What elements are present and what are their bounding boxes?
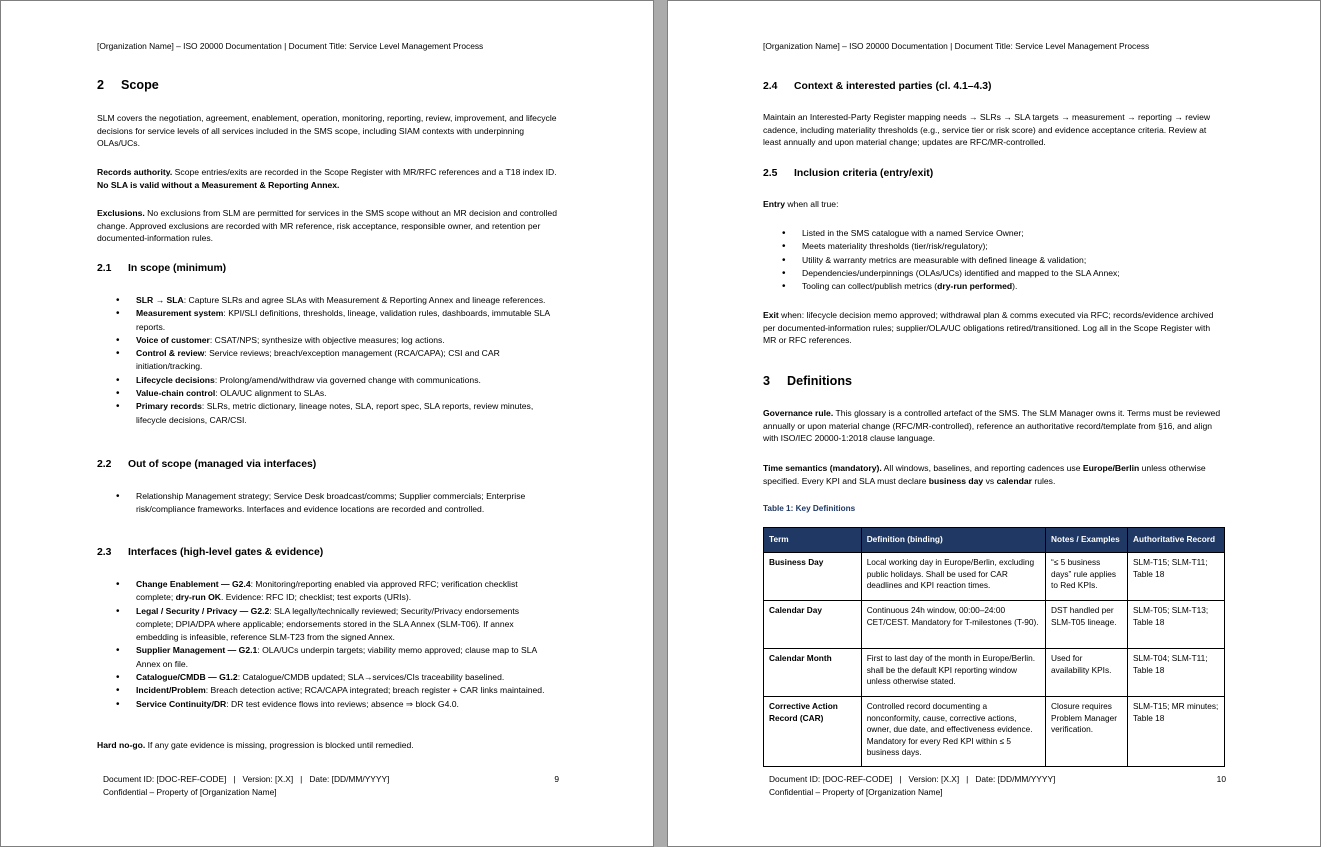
paragraph-emphasis: No SLA is valid without a Measurement & Reporting Annex. (97, 179, 340, 190)
column-header: Authoritative Record (1128, 528, 1225, 553)
column-header: Term (764, 528, 862, 553)
subsection-heading-2-1 (97, 263, 226, 276)
scope-intro-paragraph: SLM covers the negotiation, agreement, enablement, operation, monitoring, reporting, review, improvement, and lifecycle decisions for service levels of all services included in the SMS scope, including SIAM contexts with underpinning OLAs/UCs. (97, 113, 557, 149)
subsection-title: In scope (minimum) (128, 263, 227, 274)
subsection-number: 2.3 (97, 547, 112, 558)
record-cell: SLM-T04; SLM-T11; Table 18 (1128, 649, 1225, 697)
section-title: Scope (121, 78, 159, 92)
interfaces-list (116, 578, 557, 711)
list-item: • Measurement system: KPI/SLI definitions, thresholds, lineage, validation rules, dashboards, immutable SLA reports. (116, 307, 557, 334)
table-row (764, 697, 1225, 767)
subsection-number: 2.5 (763, 168, 778, 179)
list-item: • Utility & warranty metrics are measurable with defined lineage & validation; (782, 254, 1224, 267)
subsection-title: Context & interested parties (cl. 4.1–4.3) (794, 81, 992, 92)
table-row (764, 553, 1225, 601)
in-scope-list (116, 294, 557, 427)
context-paragraph: Maintain an Interested-Party Register mapping needs → SLRs → SLA targets → measurement → reporting → review cadence, including materiality thresholds (e.g., service tier or risk score) and evidence acceptance criteria. Review at least annually and upon material change; updates are RFC/MR-controlled. (763, 112, 1211, 148)
list-item: • Change Enablement — G2.4: Monitoring/reporting enabled via approved RFC; verification checklist complete; dry-run OK. Evidence: RFC ID; checklist; test exports (URIs). (116, 578, 557, 605)
table-row (764, 601, 1225, 649)
paragraph-text: Scope entries/exits are recorded in the Scope Register with MR/RFC references and a T18 index ID. (172, 167, 557, 177)
list-item: • Catalogue/CMDB — G1.2: Catalogue/CMDB updated; SLA→services/CIs traceability baselined. (116, 671, 557, 684)
table-row (764, 649, 1225, 697)
paragraph-text: No exclusions from SLM are permitted for services in the SMS scope without an MR decision and controlled change. Approved exclusions are recorded with MR reference, risk acceptance, responsible owner, and retention per documented-information rules. (97, 208, 557, 244)
page-header: [Organization Name] – ISO 20000 Documentation | Document Title: Service Level Management Process (763, 41, 1150, 51)
list-item: • Service Continuity/DR: DR test evidence flows into reviews; absence ⇒ block G4.0. (116, 698, 557, 711)
subsection-number: 2.4 (763, 81, 778, 92)
section-number: 3 (763, 374, 771, 388)
page-footer (769, 773, 1224, 798)
column-header: Definition (binding) (861, 528, 1045, 553)
exit-paragraph (763, 309, 1224, 347)
list-item: • Meets materiality thresholds (tier/risk/regulatory); (782, 240, 1224, 253)
list-item: • SLR → SLA: Capture SLRs and agree SLAs with Measurement & Reporting Annex and lineage references. (116, 294, 557, 307)
term-cell: Calendar Month (764, 649, 862, 697)
list-item: • Tooling can collect/publish metrics (dry-run performed). (782, 280, 1224, 293)
subsection-title: Interfaces (high-level gates & evidence) (128, 547, 324, 558)
page-header: [Organization Name] – ISO 20000 Documentation | Document Title: Service Level Management Process (97, 41, 484, 51)
definition-cell: Continuous 24h window, 00:00–24:00 CET/CEST. Mandatory for T-milestones (T-90). (861, 601, 1045, 649)
term-cell: Corrective Action Record (CAR) (764, 697, 862, 767)
subsection-number: 2.1 (97, 263, 112, 274)
list-item: • Control & review: Service reviews; breach/exception management (RCA/CAPA); CSI and CAR initiation/tracking. (116, 347, 557, 374)
time-semantics-paragraph: Time semantics (mandatory). All windows, baselines, and reporting cadences use Europe/Berlin unless otherwise specified. Every KPI and SLA must declare business day vs calendar rules. (763, 463, 1206, 486)
footer-confidential: Confidential – Property of [Organization Name] (103, 786, 277, 797)
subsection-title: Out of scope (managed via interfaces) (128, 459, 317, 470)
list-item: • Primary records: SLRs, metric dictionary, lineage notes, SLA, report spec, SLA reports, review minutes, lifecycle decisions, CAR/CSI. (116, 400, 557, 427)
section-heading-scope (97, 79, 159, 92)
list-item: • Listed in the SMS catalogue with a named Service Owner; (782, 227, 1224, 240)
paragraph-label: Hard no-go. (97, 740, 146, 750)
table-header-row (764, 528, 1225, 553)
paragraph-text: when: lifecycle decision memo approved; withdrawal plan & comms executed via RFC; records/evidence archived per documented-information rules; supplier/OLA/UC obligations retired/transitioned. Log all in the Scope Register with MR or RFC references. (763, 310, 1214, 346)
term-cell: Calendar Day (764, 601, 862, 649)
subsection-title: Inclusion criteria (entry/exit) (794, 168, 934, 179)
page-number: 9 (554, 774, 559, 784)
list-item: • Incident/Problem: Breach detection active; RCA/CAPA integrated; breach register + CAR links maintained. (116, 684, 557, 697)
record-cell: SLM-T05; SLM-T13; Table 18 (1128, 601, 1225, 649)
footer-confidential: Confidential – Property of [Organization Name] (769, 786, 943, 797)
list-item: • Relationship Management strategy; Service Desk broadcast/comms; Supplier commercials; Enterprise risk/compliance frameworks. Interfaces and evidence locations are recorded and controlled. (116, 490, 557, 517)
table-caption: Table 1: Key Definitions (763, 504, 856, 513)
document-page-10 (667, 0, 1321, 847)
paragraph-label: Exclusions. (97, 208, 145, 218)
list-item: • Voice of customer: CSAT/NPS; synthesize with objective measures; log actions. (116, 334, 557, 347)
definition-cell: Local working day in Europe/Berlin, excluding public holidays. Shall be used for CAR deadlines and KPI reaction times. (861, 553, 1045, 601)
document-page-9 (0, 0, 654, 847)
section-heading-definitions (763, 375, 852, 388)
definition-cell: Controlled record documenting a nonconformity, cause, corrective actions, owner, due date, and effectiveness evidence. Mandatory for every Red KPI within ≤ 5 business days. (861, 697, 1045, 767)
paragraph-label: Governance rule. (763, 408, 834, 418)
notes-cell: Closure requires Problem Manager verification. (1046, 697, 1128, 767)
list-item: • Value-chain control: OLA/UC alignment to SLAs. (116, 387, 557, 400)
paragraph-label: Records authority. (97, 167, 173, 177)
subsection-heading-2-5 (763, 168, 933, 181)
notes-cell: DST handled per SLM-T05 lineage. (1046, 601, 1128, 649)
page-number: 10 (1216, 774, 1226, 784)
subsection-heading-2-2 (97, 459, 316, 472)
paragraph-text: If any gate evidence is missing, progression is blocked until remedied. (145, 740, 414, 750)
records-authority-paragraph (97, 166, 557, 191)
entry-paragraph (763, 198, 1224, 211)
subsection-heading-2-3 (97, 547, 323, 560)
subsection-number: 2.2 (97, 459, 112, 470)
section-title: Definitions (787, 374, 853, 388)
paragraph-label: Entry (763, 199, 785, 209)
page-footer (103, 773, 557, 798)
section-number: 2 (97, 78, 105, 92)
record-cell: SLM-T15; SLM-T11; Table 18 (1128, 553, 1225, 601)
subsection-heading-2-4 (763, 81, 992, 94)
out-of-scope-list (116, 490, 557, 517)
notes-cell: Used for availability KPIs. (1046, 649, 1128, 697)
definition-cell: First to last day of the month in Europe/Berlin. shall be the default KPI reporting window unless otherwise stated. (861, 649, 1045, 697)
list-item: • Supplier Management — G2.1: OLA/UCs underpin targets; viability memo approved; clause map to SLA Annex on file. (116, 644, 557, 671)
hard-no-go-paragraph (97, 739, 557, 752)
definitions-table (763, 527, 1225, 767)
notes-cell: “≤ 5 business days” rule applies to Red KPIs. (1046, 553, 1128, 601)
paragraph-text: This glossary is a controlled artefact of the SMS. The SLM Manager owns it. Terms must be reviewed annually or upon material change (RFC/MR-controlled), reference an authoritative record/template from §16, and align with ISO/IEC 20000-1:2018 clause language. (763, 408, 1221, 444)
paragraph-text: when all true: (784, 199, 839, 209)
record-cell: SLM-T15; MR minutes; Table 18 (1128, 697, 1225, 767)
list-item: • Dependencies/underpinnings (OLAs/UCs) identified and mapped to the SLA Annex; (782, 267, 1224, 280)
list-item: • Lifecycle decisions: Prolong/amend/withdraw via governed change with communications. (116, 374, 557, 387)
term-cell: Business Day (764, 553, 862, 601)
paragraph-label: Exit (763, 310, 779, 320)
footer-doc-info: Document ID: [DOC-REF-CODE] | Version: [X.X] | Date: [DD/MM/YYYY] (103, 774, 390, 784)
list-item: • Legal / Security / Privacy — G2.2: SLA legally/technically reviewed; Security/Privacy endorsements complete; DPIA/DPA where applicable; endorsements stored in the SLA Annex (SLM-T06). If annex embedding is infeasible, reference SLM-T23 from the signed Annex. (116, 605, 557, 645)
footer-doc-info: Document ID: [DOC-REF-CODE] | Version: [X.X] | Date: [DD/MM/YYYY] (769, 774, 1056, 784)
entry-criteria-list (782, 227, 1224, 293)
exclusions-paragraph (97, 207, 557, 245)
column-header: Notes / Examples (1046, 528, 1128, 553)
governance-paragraph (763, 407, 1224, 445)
